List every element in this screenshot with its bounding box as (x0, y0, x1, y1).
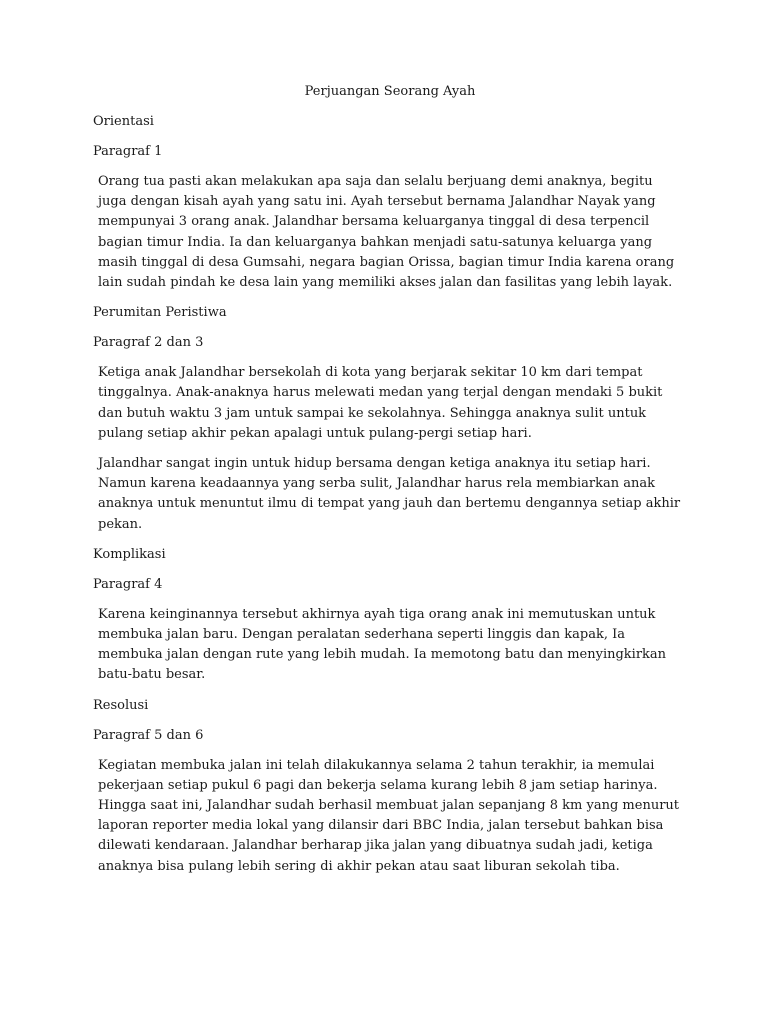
text-line: anaknya untuk menuntut ilmu di tempat yang jauh dan bertemu dengannya setiap akhir (98, 496, 681, 512)
text-line: batu-batu besar. (98, 667, 206, 683)
document-page (93, 82, 681, 887)
text-line: membuka jalan dengan rute yang lebih mudah. Ia memotong batu dan menyingkirkan (98, 647, 667, 663)
section-heading: Perumitan Peristiwa (93, 305, 227, 321)
paragraph-4 (93, 605, 681, 686)
text-line: lain sudah pindah ke desa lain yang memiliki akses jalan dan fasilitas yang lebih layak. (98, 275, 673, 291)
paragraph-label: Paragraf 1 (93, 144, 163, 159)
text-line: tinggalnya. Anak-anaknya harus melewati medan yang terjal dengan mendaki 5 bukit (98, 385, 663, 401)
text-line: laporan reporter media lokal yang dilansir dari BBC India, jalan tersebut bahkan bisa (98, 818, 664, 834)
text-line: Namun karena keadaannya yang serba sulit, Jalandhar harus rela membiarkan anak (98, 476, 655, 492)
text-line: pekan. (98, 516, 143, 532)
text-line: Orang tua pasti akan melakukan apa saja dan selalu berjuang demi anaknya, begitu (98, 174, 653, 189)
text-line: pulang setiap akhir pekan apalagi untuk pulang-pergi setiap hari. (98, 425, 532, 441)
text-line: membuka jalan baru. Dengan peralatan sederhana seperti linggis dan kapak, Ia (98, 627, 626, 643)
section-heading: Komplikasi (93, 546, 166, 562)
text-line: masih tinggal di desa Gumsahi, negara bagian Orissa, bagian timur India karena orang (98, 254, 675, 270)
text-line: Hingga saat ini, Jalandhar sudah berhasil membuat jalan sepanjang 8 km yang menurut (98, 798, 680, 814)
paragraph-5-6 (93, 756, 681, 877)
text-line: juga dengan kisah ayah yang satu ini. Ayah tersebut bernama Jalandhar Nayak yang (98, 194, 656, 210)
text-line: anaknya bisa pulang lebih sering di akhir pekan atau saat liburan sekolah tiba. (98, 858, 620, 874)
text-line: dilewati kendaraan. Jalandhar berharap jika jalan yang dibuatnya sudah jadi, ketiga (98, 838, 653, 854)
document-title: Perjuangan Seorang Ayah (304, 84, 476, 99)
text-line: dan butuh waktu 3 jam untuk sampai ke sekolahnya. Sehingga anaknya sulit untuk (98, 405, 647, 421)
paragraph-3 (93, 454, 681, 535)
section-komplikasi (93, 545, 681, 686)
section-resolusi (93, 696, 681, 877)
paragraph-label: Paragraf 5 dan 6 (93, 727, 204, 743)
paragraph-2 (93, 363, 681, 444)
text-line: Kegiatan membuka jalan ini telah dilakukannya selama 2 tahun terakhir, ia memulai (98, 757, 655, 773)
section-heading: Orientasi (93, 114, 154, 129)
text-line: mempunyai 3 orang anak. Jalandhar bersama keluarganya tinggal di desa terpencil (98, 214, 650, 230)
section-perumitan-peristiwa (93, 303, 681, 535)
paragraph-1 (93, 172, 681, 293)
section-heading: Resolusi (93, 697, 149, 713)
text-line: bagian timur India. Ia dan keluarganya bahkan menjadi satu-satunya keluarga yang (98, 234, 653, 250)
text-line: Karena keinginannya tersebut akhirnya ayah tiga orang anak ini memutuskan untuk (98, 606, 656, 622)
text-line: Ketiga anak Jalandhar bersekolah di kota yang berjarak sekitar 10 km dari tempat (98, 365, 643, 381)
section-orientasi (93, 112, 681, 293)
text-line: Jalandhar sangat ingin untuk hidup bersama dengan ketiga anaknya itu setiap hari. (98, 456, 651, 472)
paragraph-label: Paragraf 2 dan 3 (93, 335, 204, 351)
text-line: pekerjaan setiap pukul 6 pagi dan bekerja selama kurang lebih 8 jam setiap harinya. (98, 777, 658, 793)
paragraph-label: Paragraf 4 (93, 576, 163, 592)
